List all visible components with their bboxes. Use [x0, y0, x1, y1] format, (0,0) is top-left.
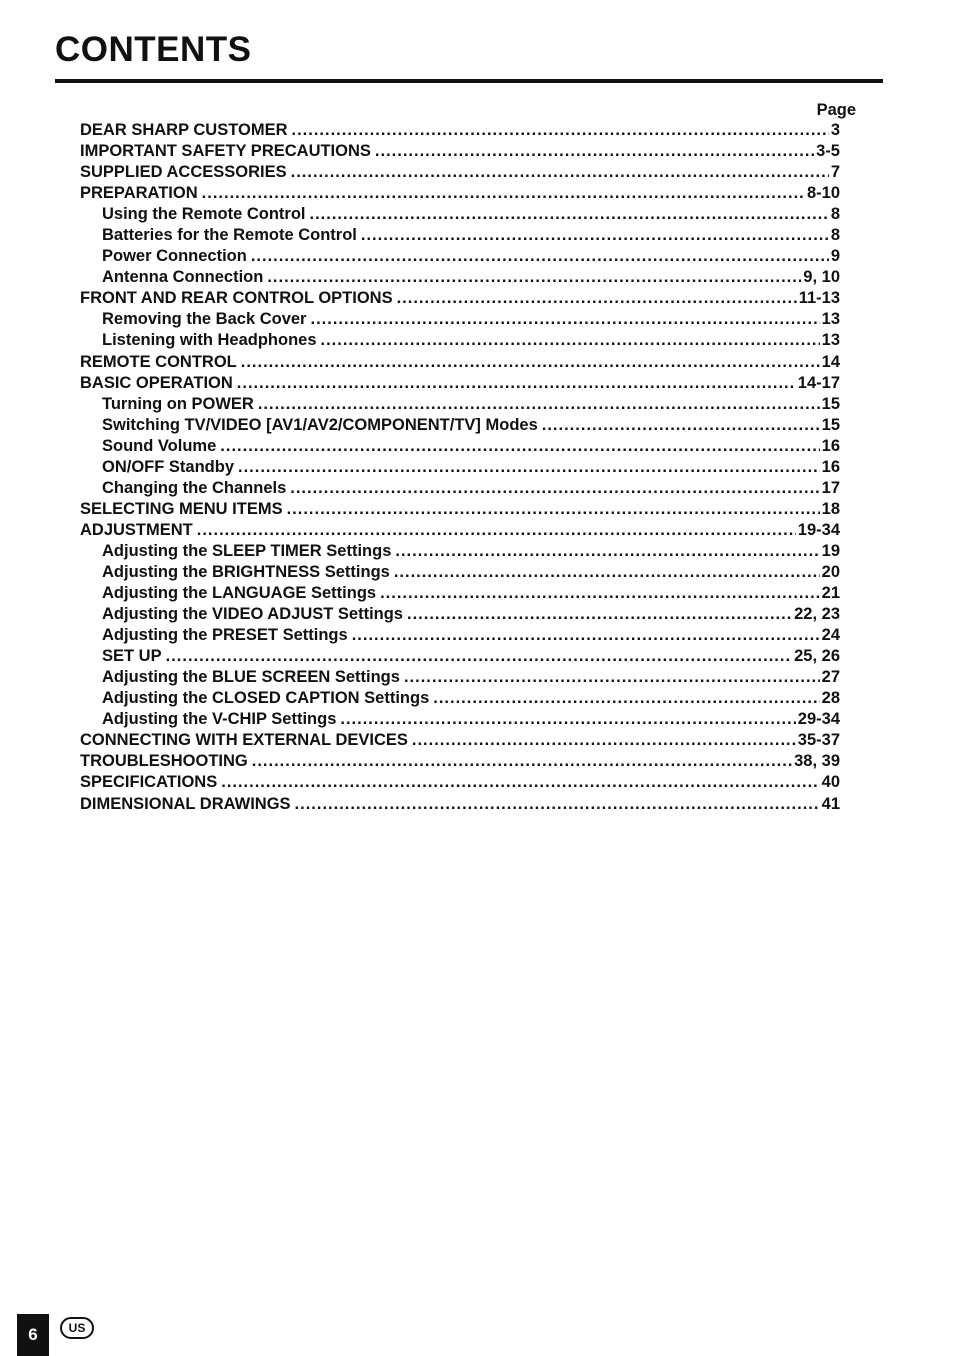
dot-leader — [394, 563, 820, 582]
toc-entry-title: PREPARATION — [80, 184, 198, 203]
toc-entry-title: Power Connection — [102, 247, 247, 266]
toc-entry-title: FRONT AND REAR CONTROL OPTIONS — [80, 289, 393, 308]
toc-entry[interactable] — [80, 647, 840, 668]
dot-leader — [412, 731, 796, 750]
toc-entry-page: 8 — [830, 205, 840, 224]
toc-entry-title: SUPPLIED ACCESSORIES — [80, 163, 287, 182]
toc-entry-page: 9 — [830, 247, 840, 266]
toc-entry-title: BASIC OPERATION — [80, 373, 233, 392]
toc-entry-page: 3 — [830, 121, 840, 139]
toc-entry-page: 38, 39 — [794, 752, 840, 771]
toc-entry[interactable] — [80, 416, 840, 437]
toc-entry-title: CONNECTING WITH EXTERNAL DEVICES — [80, 731, 408, 750]
toc-entry-page: 13 — [821, 310, 840, 329]
dot-leader — [375, 142, 814, 161]
toc-entry-page: 14-17 — [797, 373, 840, 392]
dot-leader — [251, 247, 829, 266]
toc-entry[interactable] — [80, 626, 840, 647]
dot-leader — [542, 416, 820, 435]
toc-entry-title: Listening with Headphones — [102, 331, 317, 350]
toc-entry-title: Adjusting the SLEEP TIMER Settings — [102, 541, 392, 560]
toc-entry[interactable] — [80, 395, 840, 416]
dot-leader — [292, 121, 829, 140]
dot-leader — [290, 479, 819, 498]
toc-entry-title: Antenna Connection — [102, 268, 264, 287]
dot-leader — [291, 163, 829, 182]
toc-entry-title: Removing the Back Cover — [102, 310, 307, 329]
toc-entry[interactable] — [80, 437, 840, 458]
toc-entry-page: 14 — [821, 352, 840, 371]
toc-entry-title: Batteries for the Remote Control — [102, 226, 357, 245]
dot-leader — [340, 710, 795, 729]
toc-entry[interactable] — [80, 142, 840, 163]
toc-entry[interactable] — [80, 289, 840, 310]
toc-entry-page: 16 — [821, 457, 840, 476]
toc-entry-page: 22, 23 — [794, 605, 840, 624]
dot-leader — [241, 353, 820, 372]
region-badge: US — [60, 1317, 94, 1339]
toc-entry-page: 28 — [821, 689, 840, 708]
toc-entry[interactable] — [80, 731, 840, 752]
toc-entry-page: 18 — [821, 499, 840, 518]
toc-entry-title: Adjusting the LANGUAGE Settings — [102, 584, 377, 603]
dot-leader — [395, 542, 819, 561]
title-rule — [55, 79, 883, 83]
page-number: 6 — [17, 1314, 49, 1356]
toc-entry-page: 27 — [821, 668, 840, 687]
toc-entry[interactable] — [80, 500, 840, 521]
toc-entry-title: Adjusting the BLUE SCREEN Settings — [102, 668, 400, 687]
toc-entry-title: SELECTING MENU ITEMS — [80, 499, 283, 518]
toc-entry[interactable] — [80, 184, 840, 205]
toc-entry[interactable] — [80, 668, 840, 689]
toc-entry-page: 16 — [821, 436, 840, 455]
toc-entry-title: Turning on POWER — [102, 394, 254, 413]
dot-leader — [220, 437, 819, 456]
dot-leader — [380, 584, 820, 603]
toc-entry-title: ADJUSTMENT — [80, 520, 193, 539]
toc-entry-page: 15 — [821, 415, 840, 434]
toc-entry-page: 3-5 — [816, 142, 840, 161]
dot-leader — [202, 184, 805, 203]
toc-entry-page: 40 — [821, 773, 840, 792]
dot-leader — [361, 226, 829, 245]
toc-entry-title: Switching TV/VIDEO [AV1/AV2/COMPONENT/TV] Modes — [102, 415, 538, 434]
dot-leader — [407, 605, 792, 624]
toc-entry-title: Adjusting the BRIGHTNESS Settings — [102, 562, 390, 581]
page-column-label: Page — [816, 101, 856, 119]
dot-leader — [166, 647, 793, 666]
table-of-contents — [80, 121, 840, 816]
toc-entry[interactable] — [80, 479, 840, 500]
dot-leader — [252, 752, 792, 771]
toc-entry-page: 13 — [821, 331, 840, 350]
toc-entry-page: 15 — [821, 394, 840, 413]
toc-entry[interactable] — [80, 605, 840, 626]
toc-entry-page: 8-10 — [806, 184, 840, 203]
toc-entry-page: 35-37 — [797, 731, 840, 750]
toc-entry[interactable] — [80, 268, 840, 289]
dot-leader — [321, 331, 820, 350]
dot-leader — [433, 689, 819, 708]
toc-entry[interactable] — [80, 795, 840, 816]
toc-entry-page: 17 — [821, 478, 840, 497]
toc-entry-title: Adjusting the CLOSED CAPTION Settings — [102, 689, 430, 708]
toc-entry[interactable] — [80, 163, 840, 184]
toc-entry-title: Adjusting the PRESET Settings — [102, 626, 348, 645]
dot-leader — [287, 500, 820, 519]
toc-entry-page: 19 — [821, 541, 840, 560]
toc-entry[interactable] — [80, 353, 840, 374]
toc-entry-title: REMOTE CONTROL — [80, 352, 237, 371]
toc-entry[interactable] — [80, 374, 840, 395]
toc-entry[interactable] — [80, 521, 840, 542]
toc-entry[interactable] — [80, 247, 840, 268]
toc-entry-page: 29-34 — [797, 710, 840, 729]
toc-entry[interactable] — [80, 331, 840, 352]
dot-leader — [310, 205, 829, 224]
dot-leader — [221, 773, 819, 792]
toc-entry-title: IMPORTANT SAFETY PRECAUTIONS — [80, 142, 371, 161]
dot-leader — [238, 458, 820, 477]
toc-entry-page: 11-13 — [798, 289, 840, 308]
toc-entry[interactable] — [80, 121, 840, 142]
toc-entry-page: 21 — [821, 584, 840, 603]
dot-leader — [258, 395, 820, 414]
toc-entry-page: 20 — [821, 562, 840, 581]
toc-entry-title: Changing the Channels — [102, 478, 287, 497]
toc-entry-page: 19-34 — [797, 520, 840, 539]
toc-entry-title: DIMENSIONAL DRAWINGS — [80, 794, 291, 813]
toc-entry-page: 24 — [821, 626, 840, 645]
dot-leader — [197, 521, 796, 540]
toc-entry-title: Sound Volume — [102, 436, 217, 455]
dot-leader — [295, 795, 820, 814]
toc-entry[interactable] — [80, 205, 840, 226]
toc-entry-title: TROUBLESHOOTING — [80, 752, 248, 771]
toc-entry-title: SET UP — [102, 647, 162, 666]
toc-entry[interactable] — [80, 226, 840, 247]
dot-leader — [267, 268, 801, 287]
toc-entry-title: Using the Remote Control — [102, 205, 306, 224]
dot-leader — [397, 289, 797, 308]
toc-entry[interactable] — [80, 458, 840, 479]
toc-entry-title: SPECIFICATIONS — [80, 773, 218, 792]
toc-entry-title: ON/OFF Standby — [102, 457, 234, 476]
toc-entry-title: DEAR SHARP CUSTOMER — [80, 121, 288, 139]
toc-entry[interactable] — [80, 773, 840, 794]
page-title: CONTENTS — [55, 30, 252, 69]
toc-entry-page: 25, 26 — [794, 647, 840, 666]
toc-entry[interactable] — [80, 563, 840, 584]
dot-leader — [237, 374, 796, 393]
toc-entry[interactable] — [80, 689, 840, 710]
toc-entry-page: 9, 10 — [803, 268, 840, 287]
dot-leader — [310, 310, 819, 329]
toc-entry-title: Adjusting the VIDEO ADJUST Settings — [102, 605, 403, 624]
toc-entry[interactable] — [80, 542, 840, 563]
toc-entry-page: 41 — [821, 794, 840, 813]
toc-entry-page: 7 — [830, 163, 840, 182]
toc-entry-title: Adjusting the V-CHIP Settings — [102, 710, 337, 729]
toc-entry[interactable] — [80, 752, 840, 773]
dot-leader — [404, 668, 820, 687]
dot-leader — [352, 626, 820, 645]
toc-entry[interactable] — [80, 584, 840, 605]
toc-entry[interactable] — [80, 710, 840, 731]
toc-entry-page: 8 — [830, 226, 840, 245]
toc-entry[interactable] — [80, 310, 840, 331]
